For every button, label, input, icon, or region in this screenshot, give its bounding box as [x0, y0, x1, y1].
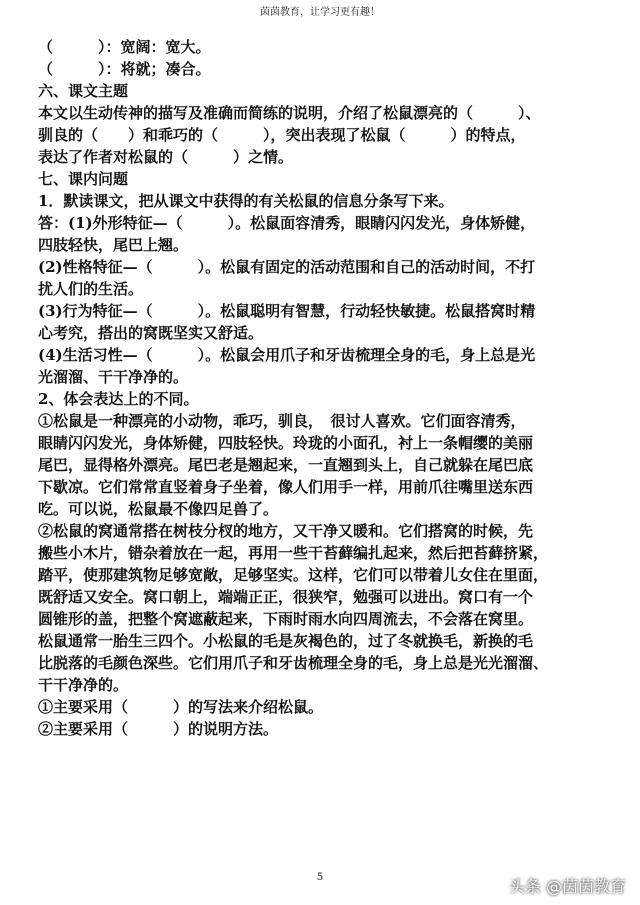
text-line: ②松鼠的窝通常搭在树枝分杈的地方，又干净又暖和。它们搭窝的时候，先: [38, 522, 534, 540]
text-line: ②主要采用（ ）的说明方法。: [38, 720, 279, 738]
text-line: (3)行为特征—（ ）。松鼠聪明有智慧，行动轻快敏捷。松鼠搭窝时精: [38, 302, 536, 320]
watermark: 头条 @茵茵教育: [508, 877, 626, 896]
text-line: 2、体会表达上的不同。: [38, 390, 199, 408]
text-line: (2)性格特征—（ ）。松鼠有固定的活动范围和自己的活动时间，不打: [38, 258, 536, 276]
text-line: 吃。可以说，松鼠最不像四足兽了。: [38, 500, 279, 518]
page-header: 茵茵教育，让学习更有趣！: [260, 7, 380, 18]
text-line: 搬些小木片，错杂着放在一起，再用一些干苔藓编扎起来，然后把苔藓挤紧，: [38, 544, 549, 562]
text-line: 圆锥形的盖，把整个窝遮蔽起来，下雨时雨水向四周流去，不会落在窝里。: [38, 610, 534, 628]
text-line: 本文以生动传神的描写及准确而简练的说明，介绍了松鼠漂亮的（ ）、: [38, 104, 541, 122]
text-line: 驯良的（ ）和乖巧的（ ），突出表现了松鼠（ ）的特点，: [38, 126, 526, 144]
document-body: [38, 36, 608, 740]
text-line: 四肢轻快，尾巴上翘。: [38, 236, 189, 254]
text-line: 下歇凉。它们常常直竖着身子坐着，像人们用手一样，用前爪往嘴里送东西: [38, 478, 534, 496]
section-heading: 六、课文主题: [38, 82, 129, 100]
text-line: 干干净净的。: [38, 676, 129, 694]
section-heading: 七、课内问题: [38, 170, 129, 188]
text-line: （ ）：将就；凑合。: [38, 60, 211, 78]
page-number: 5: [316, 872, 324, 883]
text-line: 眼睛闪闪发光，身体矫健，四肢轻快。玲珑的小面孔，衬上一条帽缨的美丽: [38, 434, 534, 452]
text-line: 1．默读课文，把从课文中获得的有关松鼠的信息分条写下来。: [38, 192, 454, 210]
text-line: 表达了作者对松鼠的（ ）之情。: [38, 148, 294, 166]
text-line: 光溜溜、干干净净的。: [38, 368, 189, 386]
text-line: ①松鼠是一种漂亮的小动物，乖巧，驯良， 很讨人喜欢。它们面容清秀，: [38, 412, 526, 430]
text-line: (4)生活习性—（ ）。松鼠会用爪子和牙齿梳理全身的毛，身上总是光: [38, 346, 536, 364]
text-line: 心考究，搭出的窝既坚实又舒适。: [38, 324, 264, 342]
text-line: 扰人们的生活。: [38, 280, 144, 298]
text-line: 松鼠通常一胎生三四个。小松鼠的毛是灰褐色的，过了冬就换毛，新换的毛: [38, 632, 534, 650]
text-line: （ ）：宽阔：宽大。: [38, 38, 211, 56]
text-line: 既舒适又安全。窝口朝上，端端正正，很狭窄，勉强可以进出。窝口有一个: [38, 588, 534, 606]
text-line: 踏平，使那建筑物足够宽敞，足够坚实。这样，它们可以带着儿女住在里面，: [38, 566, 549, 584]
text-line: ①主要采用（ ）的写法来介绍松鼠。: [38, 698, 324, 716]
text-line: 比脱落的毛颜色深些。它们用爪子和牙齿梳理全身的毛，身上总是光光溜溜、: [38, 654, 549, 672]
text-line: 尾巴，显得格外漂亮。尾巴老是翘起来，一直翘到头上，自己就躲在尾巴底: [38, 456, 534, 474]
text-line: 答：(1)外形特征—（ ）。松鼠面容清秀，眼睛闪闪发光，身体矫健，: [38, 214, 536, 232]
